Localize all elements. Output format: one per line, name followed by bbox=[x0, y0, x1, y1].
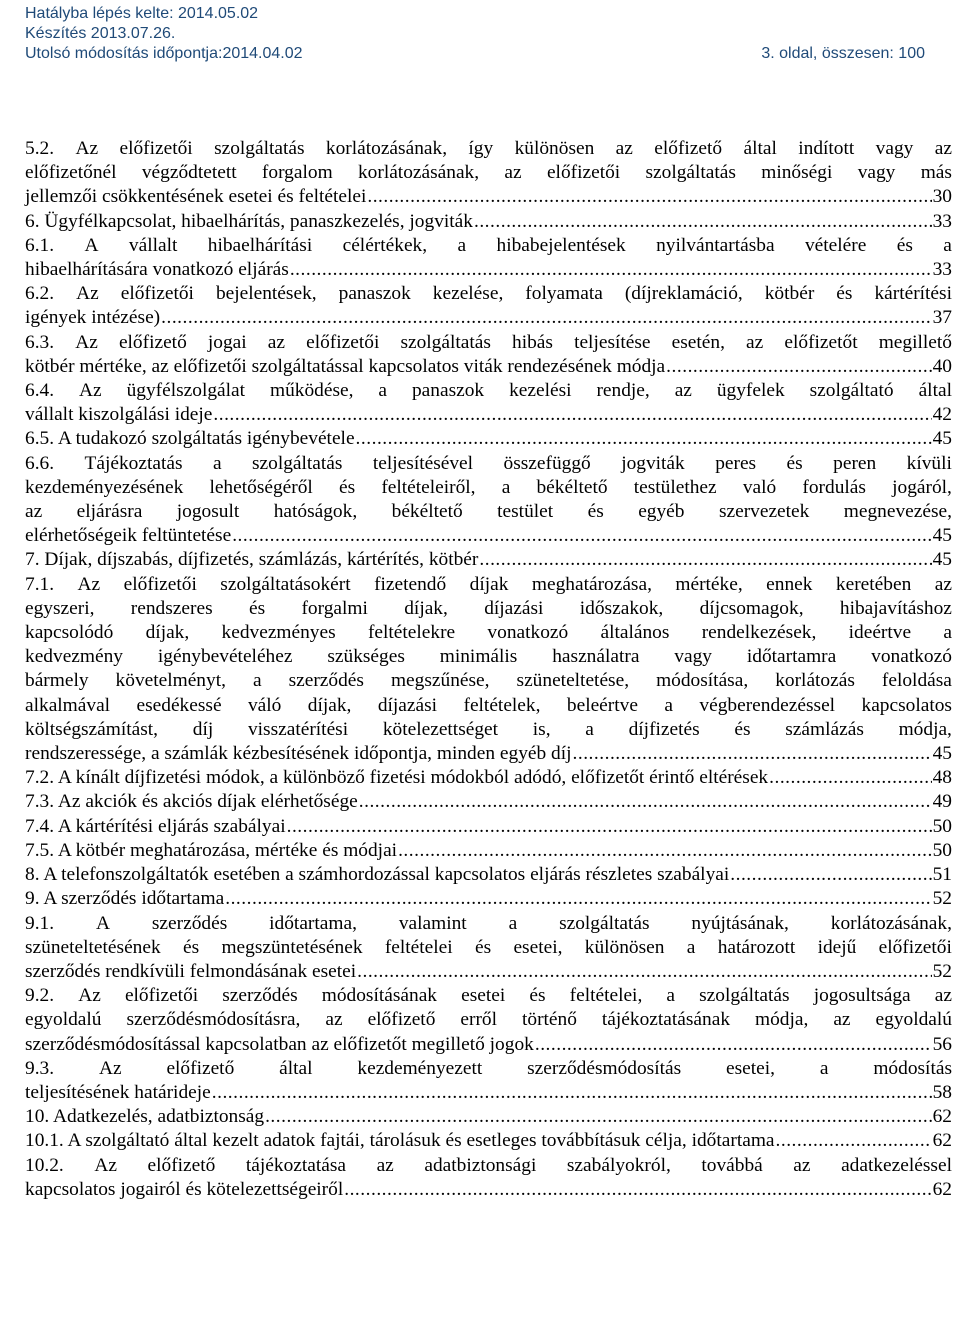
header-line-1 bbox=[25, 4, 925, 24]
page-counter: 3. oldal, összesen: 100 bbox=[761, 45, 925, 62]
toc-entry-title: 10. Adatkezelés, adatbiztonság bbox=[25, 1106, 265, 1128]
dot-leader bbox=[212, 1081, 932, 1105]
toc-entry-title: igények intézése) bbox=[25, 307, 161, 329]
toc-page-number: 33 bbox=[932, 259, 952, 281]
dot-leader bbox=[573, 742, 932, 766]
toc-entry-text-line: 7.1. Az előfizetői szolgáltatásokért fizetendő díjak meghatározása, mértéke, ennek keretében az bbox=[25, 573, 952, 595]
toc-entry[interactable] bbox=[25, 1105, 952, 1129]
toc-entry-text-line: kezdeményezésének lehetőségéről és feltételeiről, a békéltető testülethez való fordulás jogáról, bbox=[25, 476, 952, 498]
dot-leader bbox=[535, 1033, 932, 1057]
toc-entry-title: 7.5. A kötbér meghatározása, mértéke és módjai bbox=[25, 839, 398, 861]
dot-leader bbox=[356, 427, 932, 451]
dot-leader bbox=[769, 766, 931, 790]
toc-entry-text-line: költségszámítást, díj visszatérítési kötelezettséget is, a díjfizetés és számlázás módja, bbox=[25, 718, 952, 740]
toc-page-number: 50 bbox=[932, 815, 952, 837]
toc-page-number: 37 bbox=[932, 307, 952, 329]
toc-entry-text-line: az eljárásra jogosult hatóságok, békéltető testület és egyéb szervezetek megnevezése, bbox=[25, 501, 952, 523]
dot-leader bbox=[398, 839, 932, 863]
toc-entry-text-line: szüneteltetésének és megszüntetésének feltételei és esetei, különösen a határozott idejű előfizetői bbox=[25, 936, 952, 958]
dot-leader bbox=[232, 524, 931, 548]
toc-page-number: 51 bbox=[932, 864, 952, 886]
toc-entry-title: 6. Ügyfélkapcsolat, hibaelhárítás, panaszkezelés, jogviták bbox=[25, 210, 473, 232]
toc-entry[interactable] bbox=[25, 1057, 952, 1105]
toc-page-number: 48 bbox=[932, 767, 952, 789]
toc-entry[interactable] bbox=[25, 210, 952, 234]
effective-date: Hatályba lépés kelte: 2014.05.02 bbox=[25, 5, 259, 22]
toc-page-number: 33 bbox=[932, 210, 952, 232]
last-modified-date: Utolsó módosítás időpontja:2014.04.02 bbox=[25, 45, 303, 62]
toc-page-number: 45 bbox=[932, 743, 952, 765]
toc-entry-text-line: 6.4. Az ügyfélszolgálat működése, a panaszok kezelési rendje, az ügyfelek szolgáltató által bbox=[25, 380, 952, 402]
toc-page-number: 52 bbox=[932, 960, 952, 982]
toc-entry[interactable] bbox=[25, 887, 952, 911]
toc-entry-title: 10.1. A szolgáltató által kezelt adatok fajtái, tárolásuk és esetleges továbbításuk célja, időtartama bbox=[25, 1130, 775, 1152]
page-header bbox=[25, 4, 925, 64]
toc-entry-title: 7.3. Az akciók és akciós díjak elérhetősége bbox=[25, 791, 358, 813]
toc-entry[interactable] bbox=[25, 1129, 952, 1153]
toc-entry-text-line: 6.1. A vállalt hibaelhárítási célértékek, a hibabejelentések nyilvántartásba vételére és a bbox=[25, 234, 952, 256]
toc-entry[interactable] bbox=[25, 331, 952, 379]
toc-entry[interactable] bbox=[25, 766, 952, 790]
toc-entry-title: hibaelhárítására vonatkozó eljárás bbox=[25, 259, 289, 281]
created-date: Készítés 2013.07.26. bbox=[25, 25, 176, 42]
toc-entry-title: kapcsolatos jogairól és kötelezettségeiről bbox=[25, 1178, 344, 1200]
toc-entry-title: szerződés rendkívüli felmondásának esetei bbox=[25, 960, 357, 982]
dot-leader bbox=[225, 887, 931, 911]
toc-page-number: 62 bbox=[932, 1178, 952, 1200]
toc-entry[interactable] bbox=[25, 863, 952, 887]
dot-leader bbox=[730, 863, 931, 887]
toc-entry-title: rendszeressége, a számlák kézbesítésének időpontja, minden egyéb díj bbox=[25, 743, 572, 765]
toc-entry-text-line: egyszeri, rendszeres és forgalmi díjak, díjazási időszakok, díjcsomagok, hibajavításhoz bbox=[25, 597, 952, 619]
dot-leader bbox=[161, 306, 931, 330]
toc-entry[interactable] bbox=[25, 137, 952, 210]
dot-leader bbox=[344, 1178, 931, 1202]
toc-entry-title: 8. A telefonszolgáltatók esetében a számhordozással kapcsolatos eljárás részletes szabályai bbox=[25, 864, 730, 886]
toc-page-number: 42 bbox=[932, 404, 952, 426]
dot-leader bbox=[474, 210, 932, 234]
toc-entry-title: vállalt kiszolgálási ideje bbox=[25, 404, 213, 426]
toc-entry-title: elérhetőségeik feltüntetése bbox=[25, 525, 232, 547]
toc-page-number: 58 bbox=[932, 1081, 952, 1103]
toc-entry-title: 7.4. A kártérítési eljárás szabályai bbox=[25, 815, 286, 837]
toc-page-number: 45 bbox=[932, 428, 952, 450]
toc-entry-title: 7.2. A kínált díjfizetési módok, a különböző fizetési módokból adódó, előfizetőt érintő eltérések bbox=[25, 767, 769, 789]
toc-page-number: 40 bbox=[932, 355, 952, 377]
toc-entry[interactable] bbox=[25, 839, 952, 863]
toc-entry[interactable] bbox=[25, 282, 952, 330]
toc-entry-text-line: 6.6. Tájékoztatás a szolgáltatás teljesítésével összefüggő jogviták peres és peren kívüli bbox=[25, 452, 952, 474]
toc-page-number: 45 bbox=[932, 549, 952, 571]
toc-entry[interactable] bbox=[25, 548, 952, 572]
toc-entry-title: 9. A szerződés időtartama bbox=[25, 888, 225, 910]
toc-entry[interactable] bbox=[25, 573, 952, 767]
toc-entry-text-line: egyoldalú szerződésmódosításra, az előfizető erről történő tájékoztatásának módja, az egyoldalú bbox=[25, 1009, 952, 1031]
toc-entry[interactable] bbox=[25, 234, 952, 282]
dot-leader bbox=[213, 403, 931, 427]
toc-entry-title: 6.5. A tudakozó szolgáltatás igénybevétele bbox=[25, 428, 355, 450]
toc-entry-text-line: 5.2. Az előfizetői szolgáltatás korlátozásának, így különösen az előfizető által indított vagy az bbox=[25, 138, 952, 159]
toc-entry-text-line: 9.3. Az előfizető által kezdeményezett szerződésmódosítás esetei, a módosítás bbox=[25, 1057, 952, 1079]
toc-entry[interactable] bbox=[25, 790, 952, 814]
toc-entry-text-line: kedvezmény igénybevételéhez szükséges minimális használatra vagy időtartamra vonatkozó bbox=[25, 646, 952, 668]
toc-entry-text-line: 9.1. A szerződés időtartama, valamint a szolgáltatás nyújtásának, korlátozásának, bbox=[25, 912, 952, 934]
toc-entry[interactable] bbox=[25, 815, 952, 839]
toc-entry[interactable] bbox=[25, 427, 952, 451]
toc-entry-text-line: bármely követelményt, a szerződés megszűnése, szüneteltetése, módosítása, korlátozás feloldása bbox=[25, 670, 952, 692]
dot-leader bbox=[287, 815, 932, 839]
toc-entry-title: teljesítésének határideje bbox=[25, 1081, 211, 1103]
dot-leader bbox=[357, 960, 931, 984]
toc-entry-text-line: 6.2. Az előfizetői bejelentések, panaszok kezelése, folyamata (díjreklamáció, kötbér és kártérítési bbox=[25, 283, 952, 305]
dot-leader bbox=[666, 355, 931, 379]
toc-entry-title: szerződésmódosítással kapcsolatban az előfizetőt megillető jogok bbox=[25, 1033, 534, 1055]
toc-entry-title: jellemzői csökkentésének esetei és feltételei bbox=[25, 186, 367, 208]
table-of-contents bbox=[25, 137, 952, 1202]
toc-entry-text-line: alkalmával esedékessé váló díjak, díjazási feltételek, beleértve a végberendezéssel kapcsolatos bbox=[25, 694, 952, 716]
toc-entry-text-line: 10.2. Az előfizető tájékoztatása az adatbiztonsági szabályokról, továbbá az adatkezeléssel bbox=[25, 1154, 952, 1176]
toc-page-number: 49 bbox=[932, 791, 952, 813]
toc-entry-title: kötbér mértéke, az előfizetői szolgáltatással kapcsolatos viták rendezésének módja bbox=[25, 355, 666, 377]
toc-entry-title: 7. Díjak, díjszabás, díjfizetés, számlázás, kártérítés, kötbér bbox=[25, 549, 479, 571]
toc-entry-text-line: 6.3. Az előfizető jogai az előfizetői szolgáltatás hibás teljesítése esetén, az előfizetőt megillető bbox=[25, 331, 952, 353]
dot-leader bbox=[776, 1129, 932, 1153]
toc-page-number: 45 bbox=[932, 525, 952, 547]
toc-entry[interactable] bbox=[25, 379, 952, 427]
toc-page-number: 50 bbox=[932, 839, 952, 861]
dot-leader bbox=[290, 258, 932, 282]
toc-entry[interactable] bbox=[25, 1154, 952, 1202]
toc-page-number: 52 bbox=[932, 888, 952, 910]
toc-page-number: 56 bbox=[932, 1033, 952, 1055]
toc-entry-text-line: kapcsolódó díjak, kedvezményes feltételekre vonatkozó általános rendelkezések, ideértve a bbox=[25, 622, 952, 644]
toc-entry-text-line: előfizetőnél végződtetett forgalom korlátozásának, az előfizetői szolgáltatás minőségi vagy más bbox=[25, 162, 952, 184]
toc-entry-text-line: 9.2. Az előfizetői szerződés módosításának esetei és feltételei, a szolgáltatás jogosultsága az bbox=[25, 985, 952, 1007]
header-line-2 bbox=[25, 24, 925, 44]
header-line-3 bbox=[25, 44, 925, 64]
toc-entry[interactable] bbox=[25, 984, 952, 1057]
dot-leader bbox=[479, 548, 931, 572]
dot-leader bbox=[265, 1105, 932, 1129]
toc-page-number: 62 bbox=[932, 1106, 952, 1128]
toc-entry[interactable] bbox=[25, 912, 952, 985]
toc-entry[interactable] bbox=[25, 452, 952, 549]
dot-leader bbox=[359, 790, 932, 814]
toc-page-number: 62 bbox=[932, 1130, 952, 1152]
dot-leader bbox=[367, 185, 931, 209]
toc-page-number: 30 bbox=[932, 186, 952, 208]
